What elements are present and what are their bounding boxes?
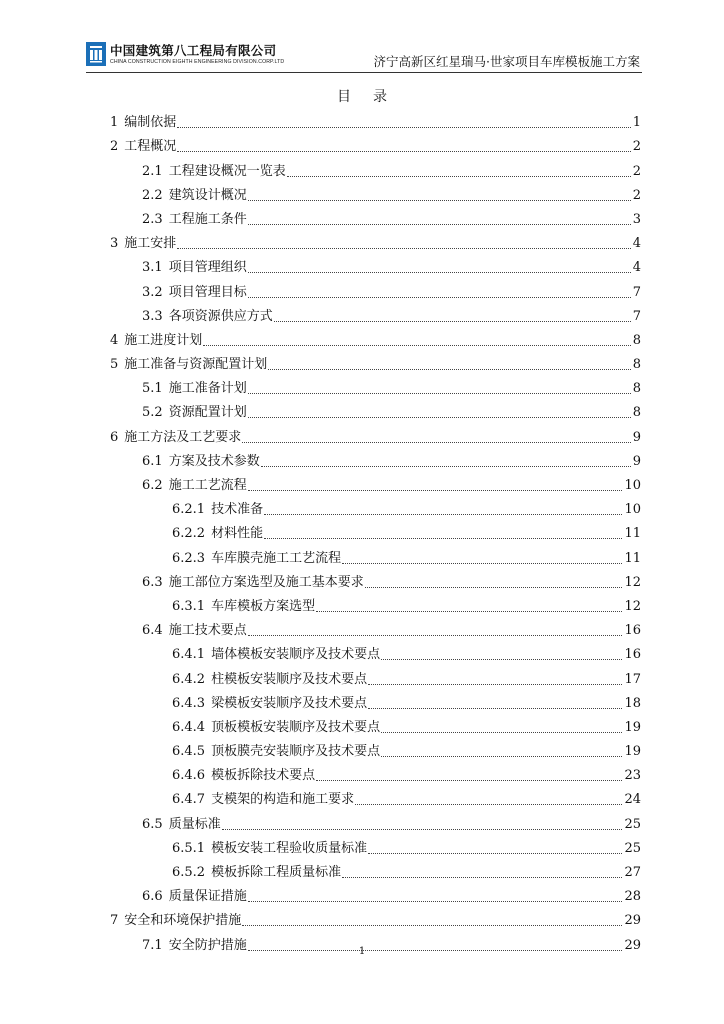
toc-dot-leader [342,877,622,878]
toc-entry[interactable] [110,421,641,445]
toc-entry-page: 9 [632,453,641,469]
toc-entry-number: 6 [110,429,119,445]
toc-entry[interactable] [110,615,641,639]
toc-entry-page: 23 [624,768,641,784]
toc-entry-number: 2.3 [142,211,163,227]
toc-entry-page: 16 [624,647,641,663]
toc-entry-title: 模板安装工程验收质量标准 [211,840,368,856]
toc-entry-page: 19 [624,719,641,735]
toc-entry-page: 18 [624,695,641,711]
toc-entry-number: 6.3 [142,574,163,590]
toc-entry-title: 支模架的构造和施工要求 [211,792,355,808]
toc-entry-page: 29 [624,913,641,929]
toc-entry[interactable] [110,155,641,179]
toc-entry-page: 8 [632,405,641,421]
toc-entry-number: 2 [110,139,119,155]
toc-entry[interactable] [110,228,641,252]
company-name-en: CHINA CONSTRUCTION EIGHTH ENGINEERING DIVISION.CORP.LTD [110,59,285,65]
toc-dot-leader [248,393,631,394]
toc-entry-number: 6.4.4 [172,719,206,735]
toc-entry-number: 6.2.2 [172,526,206,542]
toc-entry-page: 25 [624,840,641,856]
page-number: 1 [358,946,366,957]
toc-entry[interactable] [110,688,641,712]
toc-entry-number: 6.5.1 [172,840,206,856]
toc-entry-title: 资源配置计划 [168,405,247,421]
toc-entry[interactable] [110,736,641,760]
toc-dot-leader [261,466,631,467]
toc-entry-page: 27 [624,865,641,880]
toc-entry-title: 车库模板方案选型 [211,598,316,614]
toc-dot-leader [177,248,630,249]
toc-entry[interactable] [110,204,641,228]
toc-entry-number: 6.1 [142,453,163,469]
toc-entry-number: 6.4.1 [172,647,206,663]
toc-entry-number: 3.1 [142,260,163,276]
toc-entry-title: 顶板模板安装顺序及技术要点 [211,719,381,735]
table-of-contents [110,107,641,954]
toc-entry[interactable] [110,325,641,349]
toc-dot-leader [248,490,623,491]
toc-entry-title: 各项资源供应方式 [168,308,273,324]
toc-dot-leader [222,829,623,830]
toc-entry-title: 安全防护措施 [168,937,247,953]
toc-entry-page: 19 [624,744,641,760]
toc-entry-number: 6.4 [142,623,163,639]
toc-entry-number: 7 [110,913,119,929]
toc-entry-number: 3.2 [142,284,163,300]
toc-entry-page: 29 [624,937,641,953]
toc-entry-number: 6.5.2 [172,865,206,880]
toc-entry-title: 模板拆除工程质量标准 [211,865,342,880]
toc-entry-title: 施工工艺流程 [168,478,247,493]
toc-entry[interactable] [110,131,641,155]
toc-dot-leader [248,417,631,418]
toc-entry[interactable] [110,567,641,591]
toc-entry-number: 6.5 [142,816,163,832]
toc-entry-title: 质量标准 [168,816,221,832]
toc-entry[interactable] [110,712,641,736]
toc-heading-char-1: 目 [337,89,351,105]
toc-dot-leader [274,321,631,322]
toc-entry-page: 17 [624,671,641,687]
toc-entry-number: 6.4.6 [172,768,206,784]
toc-entry-number: 3 [110,236,119,252]
toc-entry[interactable] [110,373,641,397]
toc-entry[interactable] [110,470,641,494]
toc-entry-title: 施工进度计划 [124,332,203,348]
page-header [86,40,642,73]
toc-dot-leader [242,442,630,443]
toc-dot-leader [248,272,631,273]
toc-entry-number: 6.2 [142,478,163,493]
toc-entry-title: 施工安排 [124,236,177,252]
toc-entry-title: 梁模板安装顺序及技术要点 [211,695,368,711]
toc-entry-page: 1 [632,115,641,131]
toc-entry[interactable] [110,542,641,566]
toc-entry-number: 6.4.3 [172,695,206,711]
toc-entry-page: 2 [632,187,641,203]
toc-entry-page: 16 [624,623,641,639]
toc-entry-number: 5.1 [142,381,163,397]
toc-dot-leader [268,369,630,370]
toc-entry[interactable] [110,905,641,929]
toc-entry-number: 6.2.1 [172,502,206,518]
toc-dot-leader [248,297,631,298]
toc-entry-title: 材料性能 [211,526,264,542]
toc-entry-title: 工程施工条件 [168,211,247,227]
toc-entry[interactable] [110,494,641,518]
toc-entry-title: 柱模板安装顺序及技术要点 [211,671,368,687]
toc-dot-leader [381,732,622,733]
toc-dot-leader [381,756,622,757]
toc-entry-number: 6.4.7 [172,792,206,808]
toc-dot-leader [242,925,622,926]
toc-entry-number: 6.4.2 [172,671,206,687]
toc-entry-title: 施工准备与资源配置计划 [124,357,268,373]
toc-entry-page: 12 [624,574,641,590]
toc-entry-page: 2 [632,163,641,179]
toc-entry[interactable] [110,639,641,663]
toc-entry-title: 车库膜壳施工工艺流程 [211,550,342,566]
logo-emblem-icon [89,45,103,63]
toc-dot-leader [203,345,630,346]
toc-entry[interactable] [110,446,641,470]
toc-entry-number: 6.6 [142,889,163,905]
toc-entry-title: 施工部位方案选型及施工基本要求 [168,574,364,590]
toc-dot-leader [287,176,631,177]
toc-dot-leader [248,200,631,201]
toc-entry-number: 1 [110,115,119,131]
toc-entry-title: 墙体模板安装顺序及技术要点 [211,647,381,663]
toc-entry-title: 方案及技术参数 [168,453,260,469]
toc-entry-title: 质量保证措施 [168,889,247,905]
toc-entry-title: 编制依据 [124,115,177,131]
toc-entry[interactable] [110,180,641,204]
toc-entry-page: 24 [624,792,641,808]
toc-entry[interactable] [110,397,641,421]
toc-entry-title: 建筑设计概况 [168,187,247,203]
toc-entry[interactable] [110,808,641,832]
toc-entry-title: 项目管理目标 [168,284,247,300]
toc-entry[interactable] [110,252,641,276]
toc-entry-page: 8 [632,357,641,373]
toc-dot-leader [342,563,622,564]
toc-entry-page: 8 [632,332,641,348]
toc-entry-number: 5.2 [142,405,163,421]
toc-entry-page: 4 [632,236,641,252]
toc-dot-leader [248,635,623,636]
toc-entry-page: 11 [624,526,641,542]
toc-entry-page: 4 [632,260,641,276]
company-name-cn: 中国建筑第八工程局有限公司 [110,43,277,58]
toc-entry-number: 6.3.1 [172,598,206,614]
toc-entry[interactable] [110,857,641,881]
toc-dot-leader [381,659,622,660]
toc-entry-number: 6.4.5 [172,744,206,760]
toc-dot-leader [264,514,622,515]
toc-entry-page: 7 [632,284,641,300]
toc-entry-title: 工程概况 [124,139,177,155]
toc-dot-leader [248,901,623,902]
toc-entry-number: 6.2.3 [172,550,206,566]
document-title: 济宁高新区红星瑞马·世家项目车库模板施工方案 [373,54,640,69]
toc-entry-title: 工程建设概况一览表 [168,163,286,179]
toc-entry-page: 7 [632,308,641,324]
toc-entry-title: 项目管理组织 [168,260,247,276]
toc-entry[interactable] [110,591,641,615]
toc-entry-title: 施工方法及工艺要求 [124,429,242,445]
toc-entry-title: 技术准备 [211,502,264,518]
toc-entry-page: 3 [632,211,641,227]
toc-entry-number: 2.2 [142,187,163,203]
toc-entry[interactable] [110,349,641,373]
toc-entry-number: 4 [110,332,119,348]
toc-entry-page: 10 [624,478,641,493]
toc-entry-title: 模板拆除技术要点 [211,768,316,784]
toc-dot-leader [177,151,630,152]
toc-entry[interactable] [110,760,641,784]
toc-entry-number: 2.1 [142,163,163,179]
toc-entry-number: 7.1 [142,937,163,953]
toc-dot-leader [316,611,622,612]
toc-entry-page: 11 [624,550,641,566]
toc-entry-title: 安全和环境保护措施 [124,913,242,929]
toc-dot-leader [368,684,622,685]
toc-dot-leader [365,587,623,588]
toc-entry-page: 25 [624,816,641,832]
toc-entry-number: 5 [110,357,119,373]
toc-dot-leader [355,804,622,805]
company-logo [86,42,106,66]
toc-entry-page: 12 [624,598,641,614]
toc-heading-char-2: 录 [373,89,387,105]
toc-entry[interactable] [110,107,641,131]
toc-dot-leader [248,224,631,225]
toc-dot-leader [316,780,622,781]
toc-dot-leader [177,127,630,128]
toc-entry-title: 施工技术要点 [168,623,247,639]
toc-entry[interactable] [110,784,641,808]
toc-entry-page: 2 [632,139,641,155]
toc-entry-title: 顶板膜壳安装顺序及技术要点 [211,744,381,760]
toc-entry[interactable] [110,276,641,300]
toc-dot-leader [264,538,622,539]
toc-entry-number: 3.3 [142,308,163,324]
toc-entry[interactable] [110,301,641,325]
toc-entry[interactable] [110,881,641,905]
toc-entry-page: 10 [624,502,641,518]
toc-entry[interactable] [110,833,641,857]
toc-entry-page: 9 [632,429,641,445]
toc-entry[interactable] [110,663,641,687]
toc-entry-page: 8 [632,381,641,397]
toc-heading [0,86,724,106]
toc-dot-leader [368,853,622,854]
toc-entry[interactable] [110,518,641,542]
toc-dot-leader [368,708,622,709]
toc-entry-page: 28 [624,889,641,905]
toc-entry-title: 施工准备计划 [168,381,247,397]
